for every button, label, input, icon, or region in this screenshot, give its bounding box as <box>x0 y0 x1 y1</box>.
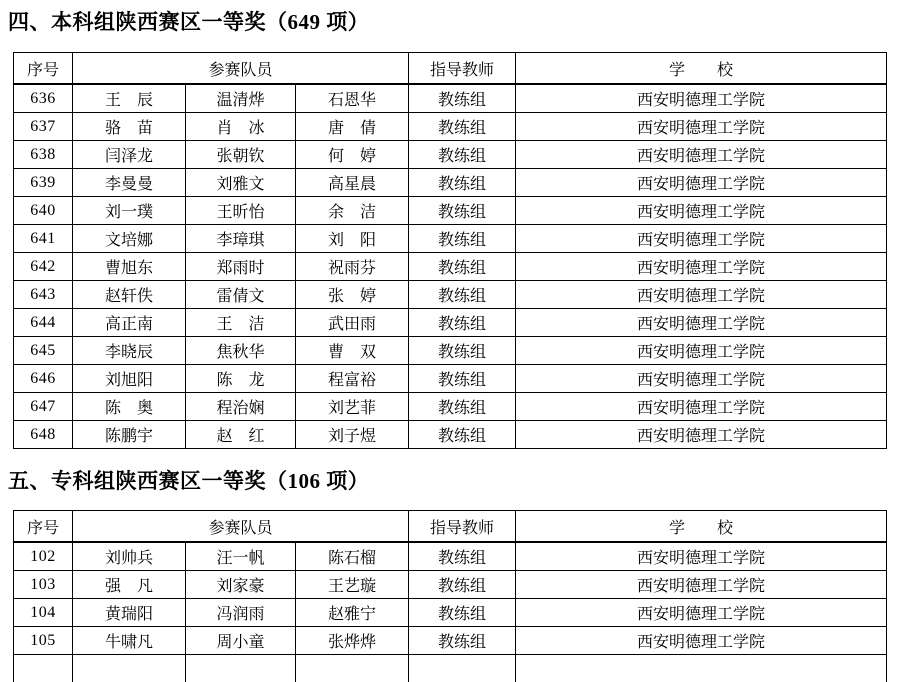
member-3-cell: 张 婷 <box>296 281 409 309</box>
member-3-cell: 祝雨芬 <box>296 253 409 281</box>
school-cell: 西安明德理工学院 <box>516 309 887 337</box>
index-cell: 638 <box>14 141 73 169</box>
table-header-row <box>14 511 887 543</box>
index-cell: 639 <box>14 169 73 197</box>
table-row <box>14 365 887 393</box>
index-cell <box>14 655 73 682</box>
member-2-cell: 肖 冰 <box>186 113 296 141</box>
member-2-cell: 程治娴 <box>186 393 296 421</box>
member-3-cell: 唐 倩 <box>296 113 409 141</box>
table-row <box>14 141 887 169</box>
member-1-cell: 强 凡 <box>73 571 186 599</box>
member-1-cell: 曹旭东 <box>73 253 186 281</box>
index-cell: 644 <box>14 309 73 337</box>
member-3-cell: 余 洁 <box>296 197 409 225</box>
member-2-cell: 张朝钦 <box>186 141 296 169</box>
column-header-school: 学 校 <box>516 53 887 85</box>
school-cell: 西安明德理工学院 <box>516 542 887 571</box>
member-3-cell: 程富裕 <box>296 365 409 393</box>
table-row <box>14 627 887 655</box>
member-2-cell: 李璋琪 <box>186 225 296 253</box>
school-cell: 西安明德理工学院 <box>516 393 887 421</box>
member-2-cell: 雷倩文 <box>186 281 296 309</box>
teacher-cell: 教练组 <box>409 337 516 365</box>
member-1-cell: 高正南 <box>73 309 186 337</box>
member-3-cell: 张烨烨 <box>296 627 409 655</box>
teacher-cell: 教练组 <box>409 365 516 393</box>
member-2-cell <box>186 655 296 682</box>
teacher-cell: 教练组 <box>409 421 516 449</box>
member-3-cell: 何 婷 <box>296 141 409 169</box>
member-2-cell: 周小童 <box>186 627 296 655</box>
member-1-cell: 刘一璞 <box>73 197 186 225</box>
member-3-cell: 陈石榴 <box>296 542 409 571</box>
index-cell: 643 <box>14 281 73 309</box>
member-3-cell: 武田雨 <box>296 309 409 337</box>
teacher-cell: 教练组 <box>409 627 516 655</box>
teacher-cell: 教练组 <box>409 542 516 571</box>
column-header-school: 学 校 <box>516 511 887 543</box>
award-table-college <box>13 510 887 682</box>
table-row <box>14 113 887 141</box>
member-1-cell: 骆 苗 <box>73 113 186 141</box>
school-cell: 西安明德理工学院 <box>516 281 887 309</box>
teacher-cell <box>409 655 516 682</box>
table-row <box>14 197 887 225</box>
member-3-cell: 刘子煜 <box>296 421 409 449</box>
school-cell: 西安明德理工学院 <box>516 627 887 655</box>
table-row <box>14 309 887 337</box>
member-1-cell: 黄瑞阳 <box>73 599 186 627</box>
member-3-cell: 赵雅宁 <box>296 599 409 627</box>
member-1-cell: 陈 奥 <box>73 393 186 421</box>
table-row <box>14 281 887 309</box>
award-table-undergraduate <box>13 52 887 449</box>
index-cell: 647 <box>14 393 73 421</box>
index-cell: 646 <box>14 365 73 393</box>
teacher-cell: 教练组 <box>409 599 516 627</box>
member-3-cell <box>296 655 409 682</box>
member-1-cell: 李曼曼 <box>73 169 186 197</box>
table-row <box>14 599 887 627</box>
section-title-college: 五、专科组陕西赛区一等奖（106 项） <box>8 468 369 495</box>
member-2-cell: 王 洁 <box>186 309 296 337</box>
school-cell: 西安明德理工学院 <box>516 599 887 627</box>
member-1-cell: 赵轩佚 <box>73 281 186 309</box>
teacher-cell: 教练组 <box>409 281 516 309</box>
school-cell: 西安明德理工学院 <box>516 113 887 141</box>
member-3-cell: 曹 双 <box>296 337 409 365</box>
member-1-cell: 刘旭阳 <box>73 365 186 393</box>
member-2-cell: 刘雅文 <box>186 169 296 197</box>
teacher-cell: 教练组 <box>409 113 516 141</box>
member-1-cell: 闫泽龙 <box>73 141 186 169</box>
column-header-teacher: 指导教师 <box>409 511 516 543</box>
school-cell: 西安明德理工学院 <box>516 571 887 599</box>
school-cell: 西安明德理工学院 <box>516 84 887 113</box>
teacher-cell: 教练组 <box>409 309 516 337</box>
table-row <box>14 253 887 281</box>
table-row <box>14 225 887 253</box>
school-cell: 西安明德理工学院 <box>516 365 887 393</box>
column-header-index: 序号 <box>14 511 73 543</box>
member-1-cell: 李晓辰 <box>73 337 186 365</box>
school-cell: 西安明德理工学院 <box>516 421 887 449</box>
member-2-cell: 焦秋华 <box>186 337 296 365</box>
teacher-cell: 教练组 <box>409 169 516 197</box>
member-3-cell: 高星晨 <box>296 169 409 197</box>
teacher-cell: 教练组 <box>409 393 516 421</box>
teacher-cell: 教练组 <box>409 141 516 169</box>
school-cell: 西安明德理工学院 <box>516 337 887 365</box>
member-2-cell: 冯润雨 <box>186 599 296 627</box>
table-row <box>14 84 887 113</box>
member-3-cell: 王艺璇 <box>296 571 409 599</box>
table-row-partial <box>14 655 887 682</box>
school-cell: 西安明德理工学院 <box>516 225 887 253</box>
school-cell: 西安明德理工学院 <box>516 253 887 281</box>
school-cell: 西安明德理工学院 <box>516 169 887 197</box>
index-cell: 636 <box>14 84 73 113</box>
member-2-cell: 刘家豪 <box>186 571 296 599</box>
column-header-members: 参赛队员 <box>73 53 409 85</box>
teacher-cell: 教练组 <box>409 225 516 253</box>
member-1-cell: 刘帅兵 <box>73 542 186 571</box>
column-header-members: 参赛队员 <box>73 511 409 543</box>
member-3-cell: 刘 阳 <box>296 225 409 253</box>
index-cell: 640 <box>14 197 73 225</box>
index-cell: 642 <box>14 253 73 281</box>
table-row <box>14 337 887 365</box>
member-2-cell: 赵 红 <box>186 421 296 449</box>
member-1-cell: 牛啸凡 <box>73 627 186 655</box>
teacher-cell: 教练组 <box>409 84 516 113</box>
member-1-cell <box>73 655 186 682</box>
member-2-cell: 温清烨 <box>186 84 296 113</box>
table-row <box>14 571 887 599</box>
index-cell: 648 <box>14 421 73 449</box>
member-2-cell: 陈 龙 <box>186 365 296 393</box>
member-1-cell: 王 辰 <box>73 84 186 113</box>
member-2-cell: 王昕怡 <box>186 197 296 225</box>
school-cell: 西安明德理工学院 <box>516 141 887 169</box>
column-header-teacher: 指导教师 <box>409 53 516 85</box>
teacher-cell: 教练组 <box>409 253 516 281</box>
member-3-cell: 刘艺菲 <box>296 393 409 421</box>
member-1-cell: 文培娜 <box>73 225 186 253</box>
index-cell: 104 <box>14 599 73 627</box>
member-2-cell: 郑雨时 <box>186 253 296 281</box>
teacher-cell: 教练组 <box>409 571 516 599</box>
index-cell: 103 <box>14 571 73 599</box>
index-cell: 105 <box>14 627 73 655</box>
school-cell <box>516 655 887 682</box>
table-row <box>14 393 887 421</box>
column-header-index: 序号 <box>14 53 73 85</box>
index-cell: 645 <box>14 337 73 365</box>
index-cell: 102 <box>14 542 73 571</box>
school-cell: 西安明德理工学院 <box>516 197 887 225</box>
table-row <box>14 542 887 571</box>
teacher-cell: 教练组 <box>409 197 516 225</box>
table-row <box>14 421 887 449</box>
table-row <box>14 169 887 197</box>
member-1-cell: 陈鹏宇 <box>73 421 186 449</box>
member-3-cell: 石恩华 <box>296 84 409 113</box>
table-header-row <box>14 53 887 85</box>
section-title-undergraduate: 四、本科组陕西赛区一等奖（649 项） <box>8 9 369 36</box>
index-cell: 637 <box>14 113 73 141</box>
index-cell: 641 <box>14 225 73 253</box>
member-2-cell: 汪一帆 <box>186 542 296 571</box>
